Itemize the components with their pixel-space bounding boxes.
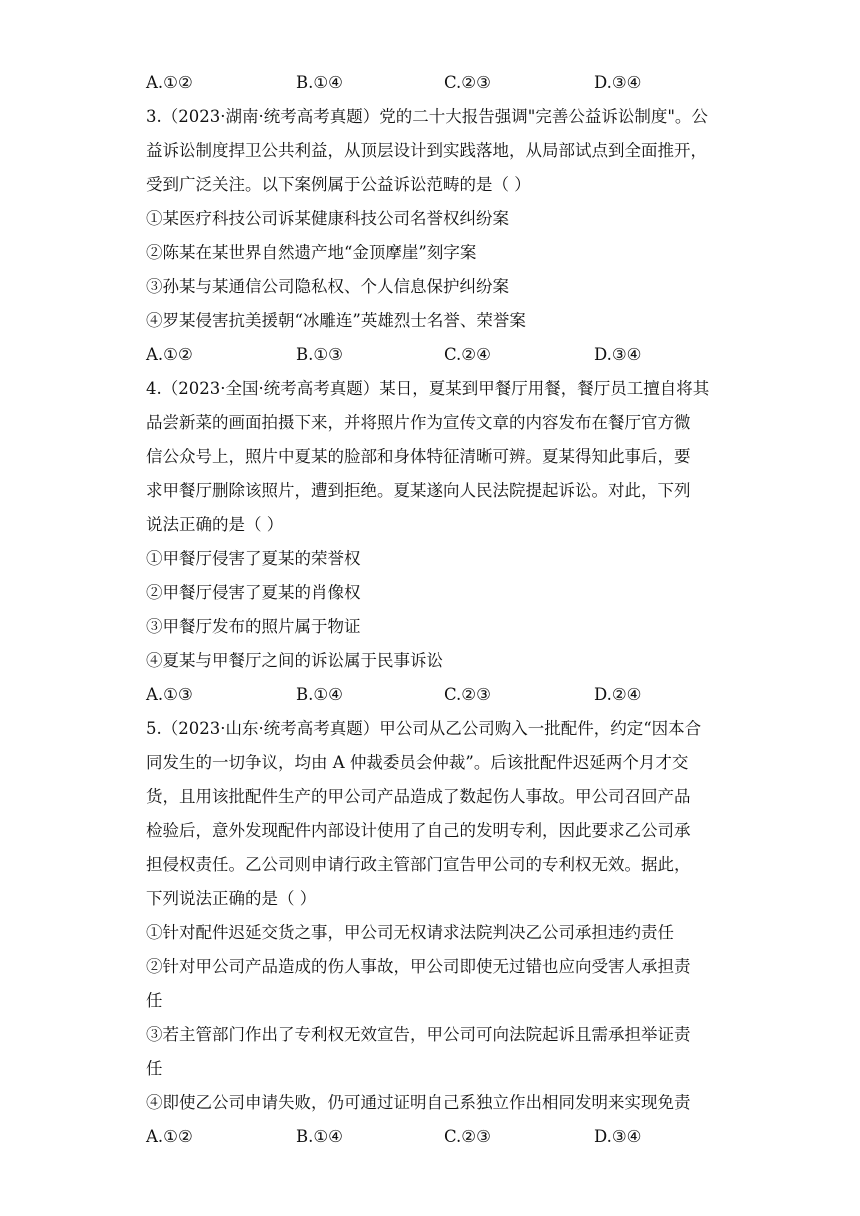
- option-b: B.①④: [296, 1127, 343, 1146]
- option-a: A.①③: [146, 685, 193, 704]
- q3-item: ②陈某在某世界自然遗产地“金顶摩崖”刻字案: [146, 243, 477, 262]
- q5-stem-line: 担侵权责任。乙公司则申请行政主管部门宣告甲公司的专利权无效。据此，: [146, 855, 691, 874]
- q3-stem-line: 益诉讼制度捍卫公共利益，从顶层设计到实践落地，从局部试点到全面推开，: [146, 141, 707, 160]
- q4-stem-line: 品尝新菜的画面拍摄下来，并将照片作为宣传文章的内容发布在餐厅官方微: [146, 413, 691, 432]
- q4-item: ③甲餐厅发布的照片属于物证: [146, 617, 361, 636]
- option-a: A.①②: [146, 1127, 193, 1146]
- q5-stem-line: 检验后，意外发现配件内部设计使用了自己的发明专利，因此要求乙公司承: [146, 821, 691, 840]
- q4-stem-line: 求甲餐厅删除该照片，遭到拒绝。夏某遂向人民法院提起诉讼。对此，下列: [146, 481, 691, 500]
- option-c: C.②③: [444, 73, 491, 92]
- q3-item: ①某医疗科技公司诉某健康科技公司名誉权纠纷案: [146, 209, 509, 228]
- q3-stem-line: 3.（2023·湖南·统考高考真题）党的二十大报告强调"完善公益诉讼制度"。公: [146, 107, 708, 126]
- q5-item-continued: 任: [146, 1059, 163, 1078]
- q5-item: ②针对甲公司产品造成的伤人事故，甲公司即使无过错也应向受害人承担责: [146, 957, 691, 976]
- q2-options: [146, 71, 726, 95]
- q4-item: ④夏某与甲餐厅之间的诉讼属于民事诉讼: [146, 651, 443, 670]
- q3-item: ④罗某侵害抗美援朝“冰雕连”英雄烈士名誉、荣誉案: [146, 311, 526, 330]
- q3-options: [146, 343, 726, 367]
- option-b: B.①④: [296, 685, 343, 704]
- q4-stem-line: 4.（2023·全国·统考高考真题）某日，夏某到甲餐厅用餐，餐厅员工擅自将其: [146, 379, 710, 398]
- option-d: D.③④: [594, 345, 642, 364]
- option-d: D.③④: [594, 1127, 642, 1146]
- option-a: A.①②: [146, 345, 193, 364]
- q4-item: ②甲餐厅侵害了夏某的肖像权: [146, 583, 361, 602]
- option-d: D.③④: [594, 73, 642, 92]
- option-c: C.②③: [444, 1127, 491, 1146]
- q4-item: ①甲餐厅侵害了夏某的荣誉权: [146, 549, 361, 568]
- option-a: A.①②: [146, 73, 193, 92]
- q5-item: ①针对配件迟延交货之事，甲公司无权请求法院判决乙公司承担违约责任: [146, 923, 674, 942]
- q4-options: [146, 683, 726, 707]
- q5-options: [146, 1125, 726, 1149]
- option-c: C.②④: [444, 345, 491, 364]
- q5-item: ③若主管部门作出了专利权无效宣告，甲公司可向法院起诉且需承担举证责: [146, 1025, 691, 1044]
- option-c: C.②③: [444, 685, 491, 704]
- q3-item: ③孙某与某通信公司隐私权、个人信息保护纠纷案: [146, 277, 509, 296]
- q5-item: ④即使乙公司申请失败，仍可通过证明自己系独立作出相同发明来实现免责: [146, 1093, 691, 1112]
- option-d: D.②④: [594, 685, 642, 704]
- option-b: B.①③: [296, 345, 343, 364]
- q5-stem-line: 同发生的一切争议，均由 A 仲裁委员会仲裁”。后该批配件迟延两个月才交: [146, 753, 689, 772]
- q5-stem-line: 5.（2023·山东·统考高考真题）甲公司从乙公司购入一批配件，约定“因本合: [146, 719, 702, 738]
- q5-stem-line: 货，且用该批配件生产的甲公司产品造成了数起伤人事故。甲公司召回产品: [146, 787, 691, 806]
- q5-stem-line: 下列说法正确的是（ ）: [146, 889, 317, 908]
- option-b: B.①④: [296, 73, 343, 92]
- q4-stem-line: 说法正确的是（ ）: [146, 515, 284, 534]
- q5-item-continued: 任: [146, 991, 163, 1010]
- q4-stem-line: 信公众号上，照片中夏某的脸部和身体特征清晰可辨。夏某得知此事后，要: [146, 447, 691, 466]
- q3-stem-line: 受到广泛关注。以下案例属于公益诉讼范畴的是（ ）: [146, 175, 531, 194]
